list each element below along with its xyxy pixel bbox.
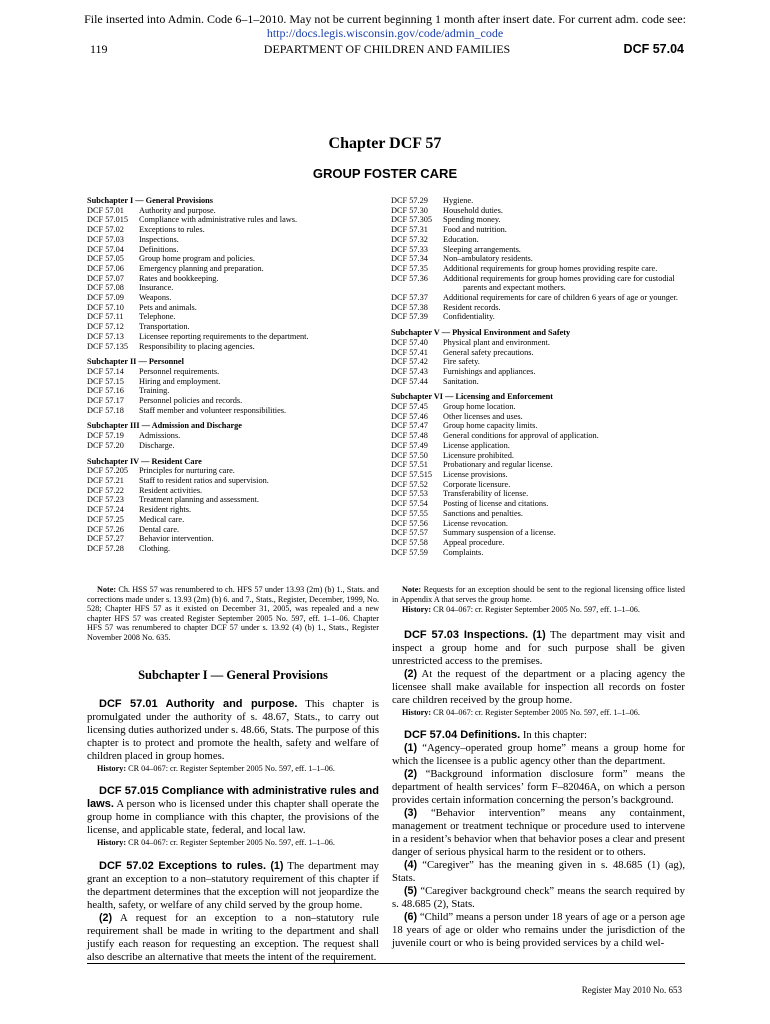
- toc-section-number: DCF 57.32: [391, 234, 428, 244]
- toc-section-title: Appeal procedure.: [443, 537, 505, 547]
- toc-section-title: Weapons.: [139, 293, 172, 303]
- toc-section-title: Education.: [443, 234, 479, 244]
- toc-section-title: Additional requirements for care of children 6 years of age or younger.: [443, 293, 678, 303]
- definition: (5) “Caregiver background check” means the search required by s. 48.685 (2), Stats.: [392, 885, 685, 911]
- toc-section-number: DCF 57.33: [391, 244, 428, 254]
- toc-section-title: Corporate licensure.: [443, 479, 511, 489]
- toc-section-title: Compliance with administrative rules and laws.: [139, 215, 298, 225]
- history-note: History: CR 04–067: cr. Register September 2005 No. 597, eff. 1–1–06.: [402, 605, 640, 615]
- toc-section-number: DCF 57.29: [391, 196, 428, 205]
- toc-entry[interactable]: [391, 499, 701, 509]
- toc-section-title: Staff to resident ratios and supervision.: [139, 475, 269, 485]
- subsection-text: A request for an exception to a non–statutory rule requirement shall be made in writing to the department and shall justify each reason for requesting an exception. The request shall also describe an alternative that meets the intent of the requirement.: [87, 911, 379, 963]
- toc-section-number: DCF 57.31: [391, 225, 428, 235]
- toc-subchapter-heading: Subchapter IV — Resident Care: [87, 456, 202, 466]
- toc-section-title: Responsibility to placing agencies.: [139, 341, 255, 351]
- toc-entry[interactable]: [87, 476, 377, 486]
- toc-entry[interactable]: [391, 519, 701, 529]
- toc-section-title: Additional requirements for group homes providing care for custodial: [443, 273, 675, 283]
- toc-entry[interactable]: [87, 525, 377, 535]
- section-57-03: DCF 57.03 Inspections. (1) The department may visit and inspect a group home and for such purpose shall be given unrestricted access to the premises. (2) At the request of the department or a placing agency the licensee shall make available for inspection all records on foster care children received by the group home. History: CR 04–067: cr. Register September 2005 No. 597, eff. 1–1–06.: [392, 628, 685, 717]
- toc-section-number: DCF 57.11: [87, 312, 124, 322]
- toc-section-title: Treatment planning and assessment.: [139, 495, 259, 505]
- toc-entry[interactable]: [87, 396, 377, 406]
- register-footer: Register May 2010 No. 653: [581, 985, 682, 995]
- toc-section-number: DCF 57.41: [391, 347, 428, 357]
- notice-text: File inserted into Admin. Code 6–1–2010. May not be current beginning 1 month after insert date. For current adm. code see:: [84, 12, 686, 26]
- subsection-number: (2): [99, 911, 113, 924]
- toc-subchapter-heading: Subchapter III — Admission and Discharge: [87, 421, 242, 431]
- toc-section-title: Training.: [139, 386, 170, 396]
- toc-entry[interactable]: [87, 274, 377, 284]
- toc-section-title: Emergency planning and preparation.: [139, 263, 264, 273]
- toc-entry[interactable]: [87, 293, 377, 303]
- toc-section-title: Fire safety.: [443, 357, 480, 367]
- toc-section-title: General safety precautions.: [443, 347, 534, 357]
- toc-section-title: Household duties.: [443, 205, 503, 215]
- toc-section-number: DCF 57.15: [87, 376, 124, 386]
- toc-section-title: Licensure prohibited.: [443, 450, 514, 460]
- toc-entry[interactable]: [391, 303, 701, 313]
- toc-entry[interactable]: [87, 342, 377, 352]
- toc-section-number: DCF 57.015: [87, 215, 129, 225]
- toc-entry[interactable]: [391, 245, 701, 255]
- toc-section-title: Sanctions and penalties.: [443, 508, 523, 518]
- toc-section-title: Medical care.: [139, 514, 185, 524]
- toc-entry[interactable]: [391, 235, 701, 245]
- section-57-015: [87, 785, 379, 848]
- toc-entry[interactable]: [391, 460, 701, 470]
- toc-entry[interactable]: [87, 431, 377, 441]
- toc-right-column: [391, 196, 701, 557]
- toc-section-title: Other licenses and uses.: [443, 411, 523, 421]
- toc-entry[interactable]: [87, 406, 377, 416]
- note-label: Note:: [97, 585, 117, 594]
- subchapter-heading: Subchapter I — General Provisions: [138, 667, 328, 682]
- subsection-text: The department may grant an exception to a non–statutory requirement of this chapter if the department determines that the exception will not jeopardize the health, safety, or welfare of any child served by the group home.: [87, 859, 379, 911]
- toc-entry[interactable]: [391, 254, 701, 264]
- toc-section-title: Telephone.: [139, 312, 176, 322]
- toc-entry[interactable]: [391, 293, 701, 303]
- toc-section-number: DCF 57.54: [391, 499, 428, 509]
- section-heading: DCF 57.01 Authority and purpose.: [99, 697, 298, 710]
- toc-section-number: DCF 57.51: [391, 460, 428, 470]
- toc-section-title: Resident rights.: [139, 505, 192, 515]
- history-note: History: CR 04–067: cr. Register September 2005 No. 597, eff. 1–1–06.: [402, 707, 640, 717]
- toc-entry[interactable]: [391, 196, 701, 206]
- toc-entry[interactable]: [87, 515, 377, 525]
- definition: (2) “Background information disclosure form” means the department of health services’ form F–82046A, on which a person provides certain information concerning the person’s background.: [392, 768, 685, 807]
- page-number: 119: [90, 42, 108, 56]
- toc-entry[interactable]: [87, 303, 377, 313]
- toc-section-title: Physical plant and environment.: [443, 337, 550, 347]
- toc-section-title: Summary suspension of a license.: [443, 528, 556, 538]
- toc-section-title: Principles for nurturing care.: [139, 466, 235, 476]
- toc-section-title: Confidentiality.: [443, 312, 495, 322]
- toc-section-title: Spending money.: [443, 215, 501, 225]
- toc-entry[interactable]: [87, 283, 377, 293]
- toc-entry[interactable]: [391, 338, 701, 348]
- toc-section-number: DCF 57.08: [87, 283, 124, 293]
- toc-section-title: Food and nutrition.: [443, 225, 507, 235]
- toc-entry[interactable]: [391, 412, 701, 422]
- subsection-number: (1): [270, 859, 284, 872]
- toc-section-title: Additional requirements for group homes providing respite care.: [443, 263, 658, 273]
- toc-entry[interactable]: [87, 367, 377, 377]
- toc-entry[interactable]: [391, 441, 701, 451]
- toc-entry[interactable]: [87, 377, 377, 387]
- section-heading: DCF 57.04 Definitions.: [404, 729, 521, 742]
- toc-section-number: DCF 57.59: [391, 547, 428, 557]
- toc-section-title: License revocation.: [443, 518, 508, 528]
- toc-section-number: DCF 57.01: [87, 205, 124, 215]
- toc-section-number: DCF 57.43: [391, 366, 428, 376]
- toc-entry[interactable]: [87, 264, 377, 274]
- toc-section-number: DCF 57.48: [391, 431, 428, 441]
- toc-entry[interactable]: [391, 470, 701, 480]
- toc-section-number: DCF 57.305: [391, 215, 433, 225]
- toc-section-number: DCF 57.47: [391, 421, 428, 431]
- toc-entry[interactable]: [87, 215, 377, 225]
- definition: (4) “Caregiver” has the meaning given in s. 48.685 (1) (ag), Stats.: [392, 859, 685, 885]
- toc-section-number: DCF 57.135: [87, 341, 129, 351]
- toc-section-number: DCF 57.55: [391, 508, 428, 518]
- toc-entry[interactable]: [87, 534, 377, 544]
- toc-section-number: DCF 57.57: [391, 528, 428, 538]
- department-name: DEPARTMENT OF CHILDREN AND FAMILIES: [263, 42, 511, 56]
- toc-section-number: DCF 57.40: [391, 337, 428, 347]
- toc-entry[interactable]: [87, 505, 377, 515]
- toc-entry[interactable]: [391, 489, 701, 499]
- toc-entry[interactable]: [391, 548, 701, 558]
- toc-section-number: DCF 57.06: [87, 263, 124, 273]
- toc-entry[interactable]: [391, 312, 701, 322]
- toc-section-number: DCF 57.39: [391, 312, 428, 322]
- toc-section-number: DCF 57.02: [87, 225, 124, 235]
- toc-entry[interactable]: [87, 544, 377, 554]
- toc-section-number: DCF 57.16: [87, 386, 124, 396]
- toc-section-number: DCF 57.49: [391, 440, 428, 450]
- toc-entry[interactable]: [391, 451, 701, 461]
- toc-entry[interactable]: [391, 402, 701, 412]
- toc-section-title: Personnel requirements.: [139, 366, 220, 376]
- toc-section-title: Authority and purpose.: [139, 205, 216, 215]
- toc-entry[interactable]: [87, 495, 377, 505]
- toc-entry[interactable]: [87, 225, 377, 235]
- toc-section-title: Exceptions to rules.: [139, 225, 205, 235]
- toc-entry[interactable]: [391, 274, 701, 284]
- toc-section-number: DCF 57.03: [87, 234, 124, 244]
- history-note: History: CR 04–067: cr. Register September 2005 No. 597, eff. 1–1–06.: [97, 763, 335, 773]
- definition: (6) “Child” means a person under 18 years of age or a person age 18 years of age or older who remains under the jurisdiction of the juvenile court or who is being provided services by a child wel-: [392, 911, 685, 950]
- toc-section-number: DCF 57.35: [391, 263, 428, 273]
- toc-section-title: Discharge.: [139, 440, 175, 450]
- toc-section-number: DCF 57.30: [391, 205, 428, 215]
- toc-section-number: DCF 57.50: [391, 450, 428, 460]
- toc-section-title: License application.: [443, 440, 510, 450]
- toc-entry[interactable]: [391, 215, 701, 225]
- toc-entry[interactable]: [391, 348, 701, 358]
- toc-entry[interactable]: [391, 225, 701, 235]
- toc-entry[interactable]: [87, 322, 377, 332]
- toc-section-number: DCF 57.20: [87, 440, 124, 450]
- section-text: This chapter is promulgated under the authority of s. 48.67, Stats., to carry out licensing duties authorized under s. 48.66, Stats. The purpose of this chapter is to protect and promote the health, safety and welfare of children placed in group homes.: [87, 697, 379, 762]
- toc-entry[interactable]: [391, 367, 701, 377]
- toc-section-number: DCF 57.27: [87, 534, 124, 544]
- chapter-title: Chapter DCF 57: [328, 135, 442, 152]
- toc-subchapter-heading: Subchapter I — General Provisions: [87, 196, 214, 205]
- footer-rule: [87, 963, 685, 964]
- toc-section-number: DCF 57.58: [391, 537, 428, 547]
- section-heading: DCF 57.015 Compliance with administrative rules and laws.: [87, 785, 379, 811]
- toc-section-title: Rates and bookkeeping.: [139, 273, 219, 283]
- chapter-subtitle: GROUP FOSTER CARE: [312, 166, 458, 181]
- toc-section-number: DCF 57.18: [87, 405, 124, 415]
- body-left-column: [87, 585, 379, 964]
- definition: (3) “Behavior intervention” means any containment, management or treatment technique or procedure used to intervene in a resident’s behavior when that behavior poses a clear and present danger of serious physical harm to the resident or to others.: [392, 807, 685, 859]
- toc-section-number: DCF 57.21: [87, 475, 124, 485]
- toc-section-number: DCF 57.45: [391, 402, 428, 412]
- admin-code-link[interactable]: http://docs.legis.wisconsin.gov/code/admin_code: [266, 26, 504, 40]
- toc-section-title: Dental care.: [139, 524, 180, 534]
- section-57-04: DCF 57.04 Definitions. In this chapter: (1) “Agency–operated group home” means a group home for which the licensee is a public agency other than the department. (2) “Background information disclosure form” means the department of health services’ form F–82046A, on which a person provides certain information concerning the person’s background. (3) “Behavior intervention” means any containment, management or treatment technique or procedure used to intervene in a resident’s behavior when that behavior poses a clear and present danger of serious physical harm to the resident or to others. (4) “Caregiver” has the meaning given in s. 48.685 (1) (ag), Stats. (5) “Caregiver background check” means the search required by s. 48.685 (2), Stats. (6) “Child” means a person under 18 years of age or a person age 18 years of age or older who remains under the jurisdiction of the juvenile court or who is being provided services by a child wel-: [392, 729, 685, 950]
- toc-section-title: Transportation.: [139, 322, 190, 332]
- toc-section-title: Admissions.: [139, 431, 181, 441]
- toc-section-title: Resident activities.: [139, 485, 203, 495]
- toc-subchapter-heading: Subchapter II — Personnel: [87, 357, 184, 367]
- section-57-01: [87, 698, 379, 774]
- toc-section-title: Pets and animals.: [139, 302, 197, 312]
- toc-entry[interactable]: [391, 357, 701, 367]
- toc-section-number: DCF 57.09: [87, 293, 124, 303]
- toc-section-title: Clothing.: [139, 543, 171, 553]
- running-header: [90, 42, 684, 58]
- toc-section-number: DCF 57.37: [391, 293, 428, 303]
- toc-entry[interactable]: [391, 377, 701, 387]
- toc-section-title: Definitions.: [139, 244, 179, 254]
- toc-section-number: DCF 57.205: [87, 466, 129, 476]
- toc-section-number: DCF 57.07: [87, 273, 124, 283]
- toc-section-title: Inspections.: [139, 234, 179, 244]
- section-heading: DCF 57.03 Inspections.: [404, 628, 529, 641]
- toc-entry[interactable]: [391, 431, 701, 441]
- toc-section-number: DCF 57.24: [87, 505, 124, 515]
- toc-section-number: DCF 57.46: [391, 411, 428, 421]
- toc-section-title: General conditions for approval of application.: [443, 431, 599, 441]
- toc-section-number: DCF 57.19: [87, 431, 124, 441]
- toc-entry[interactable]: [87, 332, 377, 342]
- toc-section-title: Behavior intervention.: [139, 534, 214, 544]
- toc-section-title: Group home capacity limits.: [443, 421, 538, 431]
- toc-section-title: Posting of license and citations.: [443, 499, 549, 509]
- toc-section-number: DCF 57.23: [87, 495, 124, 505]
- toc-entry[interactable]: [87, 466, 377, 476]
- toc-section-title: Hiring and employment.: [139, 376, 221, 386]
- toc-entry[interactable]: [391, 509, 701, 519]
- section-text: A person who is licensed under this chapter shall operate the group home in compliance with this chapter, the provisions of the license, and applicable state, federal, and local law.: [87, 798, 379, 837]
- toc-entry[interactable]: [87, 245, 377, 255]
- toc-section-number: DCF 57.12: [87, 322, 124, 332]
- toc-section-number: DCF 57.34: [391, 254, 428, 264]
- toc-section-number: DCF 57.36: [391, 273, 428, 283]
- toc-entry[interactable]: [391, 264, 701, 274]
- toc-section-title: License provisions.: [443, 469, 508, 479]
- toc-section-title: Resident records.: [443, 302, 501, 312]
- toc-section-title: Group home program and policies.: [139, 254, 255, 264]
- toc-section-number: DCF 57.04: [87, 244, 124, 254]
- toc-title-continuation: parents and expectant mothers.: [463, 283, 566, 293]
- toc-section-number: DCF 57.44: [391, 376, 428, 386]
- note-text: Ch. HSS 57 was renumbered to ch. HFS 57 under 13.93 (2m) (b) 1., Stats. and corrections made under s. 13.93 (2m) (b) 6. and 7., Stats., Register, December, 1999, No. 528; Chapter HFS 57 as it existed on December 31, 2005, was repealed and a new chapter HFS 57 was created Register September 2005 No. 597, eff. 1–1–06. Chapter HFS 57 was renumbered to chapter DCF 57 under s. 13.92 (4) (b) 1., Stats., Register November 2008 No. 635.: [87, 585, 379, 642]
- history-note: History: CR 04–067: cr. Register September 2005 No. 597, eff. 1–1–06.: [97, 838, 335, 848]
- toc-section-title: Transferability of license.: [443, 489, 529, 499]
- toc-section-number: DCF 57.28: [87, 543, 124, 553]
- currency-notice: [0, 12, 770, 40]
- toc-section-number: DCF 57.25: [87, 514, 124, 524]
- toc-entry[interactable]: [87, 235, 377, 245]
- toc-section-number: DCF 57.42: [391, 357, 428, 367]
- toc-entry[interactable]: [87, 254, 377, 264]
- toc-subchapter-heading: Subchapter V — Physical Environment and Safety: [391, 328, 571, 338]
- toc-entry[interactable]: [391, 206, 701, 216]
- toc-section-number: DCF 57.26: [87, 524, 124, 534]
- section-heading: DCF 57.02 Exceptions to rules.: [99, 859, 267, 872]
- toc-section-title: Hygiene.: [443, 196, 474, 205]
- toc-entry[interactable]: [87, 486, 377, 496]
- toc-entry[interactable]: [87, 441, 377, 451]
- toc-section-title: Licensee reporting requirements to the department.: [139, 331, 309, 341]
- toc-section-title: Probationary and regular license.: [443, 460, 553, 470]
- toc-section-title: Insurance.: [139, 283, 174, 293]
- toc-section-number: DCF 57.52: [391, 479, 428, 489]
- toc-section-number: DCF 57.13: [87, 331, 124, 341]
- toc-section-number: DCF 57.515: [391, 469, 433, 479]
- toc-section-title: Personnel policies and records.: [139, 396, 243, 406]
- toc-section-title: Staff member and volunteer responsibilities.: [139, 405, 287, 415]
- toc-section-number: DCF 57.56: [391, 518, 428, 528]
- toc-section-title: Non–ambulatory residents.: [443, 254, 533, 264]
- toc-entry[interactable]: [87, 312, 377, 322]
- toc-entry[interactable]: [391, 538, 701, 548]
- section-57-02: [87, 860, 379, 964]
- toc-entry[interactable]: [87, 206, 377, 216]
- toc-section-title: Complaints.: [443, 547, 484, 557]
- toc-section-number: DCF 57.14: [87, 366, 124, 376]
- body-right-column: [392, 585, 685, 950]
- toc-section-title: Furnishings and appliances.: [443, 366, 536, 376]
- exception-note: Note: Requests for an exception should be sent to the regional licensing office listed in Appendix A that serves the group home.: [392, 585, 685, 604]
- definition: (1) “Agency–operated group home” means a group home for which the licensee is a public agency other than the department.: [392, 742, 685, 768]
- toc-entry[interactable]: [391, 480, 701, 490]
- toc-section-number: DCF 57.53: [391, 489, 428, 499]
- toc-section-number: DCF 57.17: [87, 396, 124, 406]
- toc-section-title: Sleeping arrangements.: [443, 244, 521, 254]
- toc-subchapter-heading: Subchapter VI — Licensing and Enforcement: [391, 392, 554, 402]
- toc-section-number: DCF 57.10: [87, 302, 124, 312]
- toc-section-number: DCF 57.05: [87, 254, 124, 264]
- toc-entry[interactable]: [391, 528, 701, 538]
- toc-section-number: DCF 57.38: [391, 302, 428, 312]
- toc-left-column: [87, 196, 377, 554]
- header-section: DCF 57.04: [623, 42, 684, 56]
- toc-section-number: DCF 57.22: [87, 485, 124, 495]
- toc-entry[interactable]: [391, 421, 701, 431]
- toc-entry[interactable]: [87, 386, 377, 396]
- chapter-note: [87, 585, 379, 643]
- toc-section-title: Group home location.: [443, 402, 516, 412]
- toc-section-title: Sanitation.: [443, 376, 479, 386]
